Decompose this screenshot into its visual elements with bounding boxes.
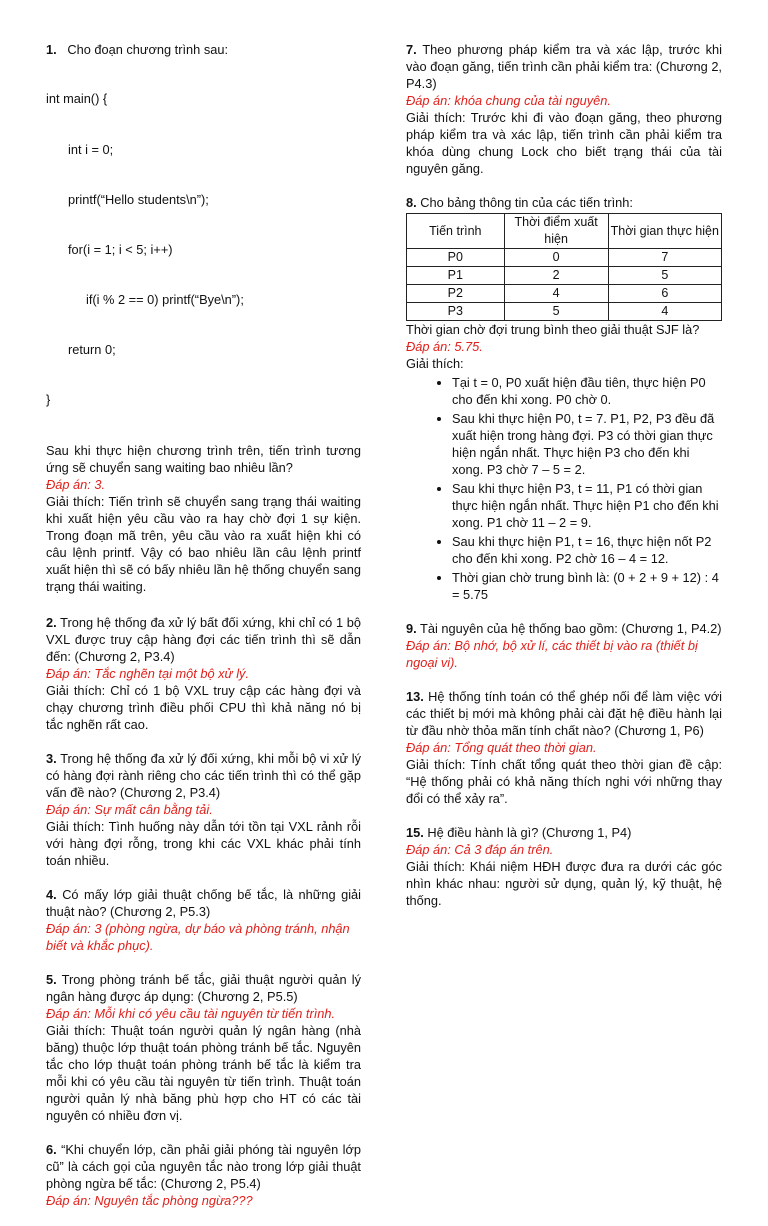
table-cell: P1 <box>407 267 505 285</box>
question-number: 8. <box>406 195 417 210</box>
table-cell: 0 <box>504 249 608 267</box>
code-line: int i = 0; <box>68 141 114 157</box>
table-cell: P3 <box>407 303 505 321</box>
answer-text: Đáp án: Bộ nhớ, bộ xử lí, các thiết bị vào ra (thiết bị ngoại vi). <box>406 638 698 670</box>
answer-text: Đáp án: Tắc nghẽn tại một bộ xử lý. <box>46 666 250 682</box>
table-cell: 7 <box>608 249 721 267</box>
list-item: • Thời gian chờ trung bình là: (0 + 2 + 9 + 12) : 4 = 5.75 <box>452 569 722 603</box>
table-row <box>407 267 722 285</box>
left-column <box>46 41 361 1226</box>
list-item: • Sau khi thực hiện P3, t = 11, P1 có thời gian thực hiện ngắn nhất. Thực hiện P1 cho đến khi xong. P1 chờ 11 – 2 = 9. <box>452 480 722 531</box>
table-cell: 6 <box>608 285 721 303</box>
table-row <box>407 303 722 321</box>
question-number: 13. <box>406 689 424 704</box>
table-cell: 5 <box>608 267 721 285</box>
code-line: printf(“Hello students\n”); <box>68 191 209 207</box>
question-text: Có mấy lớp giải thuật chống bế tắc, là những giải thuật nào? (Chương 2, P5.3) <box>46 887 361 920</box>
code-line: } <box>46 392 51 408</box>
list-item: • Sau khi thực hiện P1, t = 16, thực hiện nốt P2 cho đến khi xong. P2 chờ 16 – 4 = 12. <box>452 533 722 567</box>
table-header: Thời gian thực hiện <box>608 214 721 249</box>
question-number: 5. <box>46 972 57 988</box>
code-line: if(i % 2 == 0) printf(“Bye\n”); <box>86 291 244 307</box>
explanation-text: Giải thích: Tiến trình sẽ chuyển sang trạng thái waiting khi xuất hiện yêu cầu vào ra hay chờ đợi 1 sự kiện. Trong đoạn mã trên, yêu cầu vào ra xuất hiện khi có câu lệnh printf. Vậy có bao nhiêu lần câu lệnh printf xuất hiện thì sẽ có bấy nhiêu lần hệ thống chuyển sang trạng thái waiting. <box>46 494 361 595</box>
question-number: 6. <box>46 1142 57 1158</box>
question-number: 7. <box>406 42 417 57</box>
table-row <box>407 249 722 267</box>
table-header-row <box>407 214 722 249</box>
table-cell: 2 <box>504 267 608 285</box>
code-block <box>46 58 361 442</box>
list-item: • Tại t = 0, P0 xuất hiện đầu tiên, thực hiện P0 cho đến khi xong. P0 chờ 0. <box>452 374 722 408</box>
table-cell: 4 <box>608 303 721 321</box>
question-9 <box>406 620 722 671</box>
explanation-text: Giải thích: Chỉ có 1 bộ VXL truy cập các hàng đợi và chạy chương trình điều phối CPU thì khả năng nó bị tắc nghẽn rất cao. <box>46 683 361 733</box>
answer-text: Đáp án: 3. <box>46 477 106 493</box>
question-2 <box>46 614 361 733</box>
question-text: Hệ thống tính toán có thể ghép nối để làm việc với các thiết bị mới mà không phải cài đặt hệ điều hành lại từ đầu nhờ thỏa mãn tính chất nào? (Chương 1, P6) <box>406 689 722 738</box>
question-15 <box>406 824 722 909</box>
question-3 <box>46 750 361 869</box>
answer-text: Đáp án: Sự mất cân bằng tải. <box>46 802 213 818</box>
question-number: 15. <box>406 825 424 840</box>
question-5 <box>46 971 361 1124</box>
code-line: for(i = 1; i < 5; i++) <box>68 241 173 257</box>
question-1 <box>46 41 361 595</box>
question-8-title: Cho bảng thông tin của các tiến trình: <box>420 195 633 210</box>
question-4 <box>46 886 361 954</box>
table-row <box>407 285 722 303</box>
explanation-list <box>406 374 722 603</box>
explanation-text: Giải thích: Tình huống này dẫn tới tồn tại VXL rảnh rỗi với hàng đợi rỗng, trong khi các VXL khác phải tính toán nhiều. <box>46 819 361 869</box>
explanation-text: Giải thích: Khái niệm HĐH được đưa ra dưới các góc nhìn khác nhau: người sử dụng, quản lý, kỹ thuật, hệ thống. <box>406 859 722 908</box>
table-cell: 5 <box>504 303 608 321</box>
table-header: Thời điểm xuất hiện <box>504 214 608 249</box>
answer-text: Đáp án: Mỗi khi có yêu cầu tài nguyên từ tiến trình. <box>46 1006 336 1022</box>
answer-text: Đáp án: khóa chung của tài nguyên. <box>406 93 611 108</box>
answer-text: Đáp án: 3 (phòng ngừa, dự báo và phòng tránh, nhận biết và khắc phục). <box>46 921 350 954</box>
explanation-text: Giải thích: Thuật toán người quản lý ngân hàng (nhà băng) thuộc lớp thuật toán phòng tránh bế tắc. Nguyên tắc cho lớp thuật toán phòng tránh bế tắc là kiểm tra mỗi khi có yêu cầu tài nguyên từ tiến trình. Thuật toán người quản lý nhà băng phù hợp cho HT có các tài nguyên có nhiều đơn vị. <box>46 1023 361 1124</box>
question-13 <box>406 688 722 807</box>
explanation-text: Giải thích: Tính chất tổng quát theo thời gian đề cập: “Hệ thống phải có khả năng thích nghi với những thay đổi có thể xảy ra”. <box>406 757 722 806</box>
right-column <box>406 41 722 926</box>
question-text: Hệ điều hành là gì? (Chương 1, P4) <box>427 825 632 840</box>
question-text: Trong phòng tránh bế tắc, giải thuật người quản lý ngân hàng được áp dụng: (Chương 2, P5.5) <box>46 972 361 1005</box>
explanation-text: Giải thích: Trước khi đi vào đoạn găng, theo phương pháp kiểm tra và xác lập, tiến trình cần phải kiểm tra khóa dùng chung Lock cho biết trạng thái của tài nguyên găng. <box>406 110 722 176</box>
question-8 <box>406 194 722 603</box>
question-text: “Khi chuyển lớp, cần phải giải phóng tài nguyên lớp cũ” là cách gọi của nguyên tắc nào trong lớp giải thuật phòng ngừa bế tắc: (Chương 2, P5.4) <box>46 1142 361 1192</box>
question-number: 2. <box>46 615 57 631</box>
question-1-title: Cho đoạn chương trình sau: <box>67 42 229 57</box>
question-text: Sau khi thực hiện chương trình trên, tiến trình tương ứng sẽ chuyển sang waiting bao nhiêu lần? <box>46 443 361 476</box>
question-text: Trong hệ thống đa xử lý bất đối xứng, khi chỉ có 1 bộ VXL được truy cập hàng đợi các tiến trình thì sẽ dẫn đến: (Chương 2, P3.4) <box>46 615 362 665</box>
process-table <box>406 213 722 321</box>
question-text: Trong hệ thống đa xử lý đối xứng, khi mỗi bộ vi xử lý có hàng đợi rành riêng cho các tiến trình thì có thể gặp vấn đề nào? (Chương 2, P3.4) <box>46 751 361 801</box>
question-6 <box>46 1141 361 1209</box>
question-number: 4. <box>46 887 57 903</box>
question-1-heading <box>46 41 361 58</box>
table-cell: P0 <box>407 249 505 267</box>
code-line: return 0; <box>68 341 116 357</box>
question-text: Theo phương pháp kiểm tra và xác lập, trước khi vào đoạn găng, tiến trình cần phải kiểm tra: (Chương 2, P4.3) <box>406 42 723 91</box>
list-item: • Sau khi thực hiện P0, t = 7. P1, P2, P3 đều đã xuất hiện trong hàng đợi. P3 có thời gian thực hiện ngắn nhất. Thực hiện P3 cho đến khi xong. P3 chờ 7 – 5 = 2. <box>452 410 722 478</box>
question-number: 1. <box>46 42 57 57</box>
code-line: int main() { <box>46 91 108 107</box>
question-number: 3. <box>46 751 57 767</box>
table-header: Tiến trình <box>407 214 505 249</box>
table-cell: P2 <box>407 285 505 303</box>
table-cell: 4 <box>504 285 608 303</box>
question-text: Tài nguyên của hệ thống bao gồm: (Chương 1, P4.2) <box>420 621 722 636</box>
answer-text: Đáp án: Tổng quát theo thời gian. <box>406 740 597 755</box>
question-7 <box>406 41 722 177</box>
answer-text: Đáp án: Cả 3 đáp án trên. <box>406 842 554 857</box>
answer-text: Đáp án: Nguyên tắc phòng ngừa??? <box>46 1193 253 1209</box>
answer-text: Đáp án: 5.75. <box>406 339 483 354</box>
question-number: 9. <box>406 621 417 636</box>
question-text: Thời gian chờ đợi trung bình theo giải thuật SJF là? <box>406 322 700 337</box>
explanation-label: Giải thích: <box>406 356 464 371</box>
